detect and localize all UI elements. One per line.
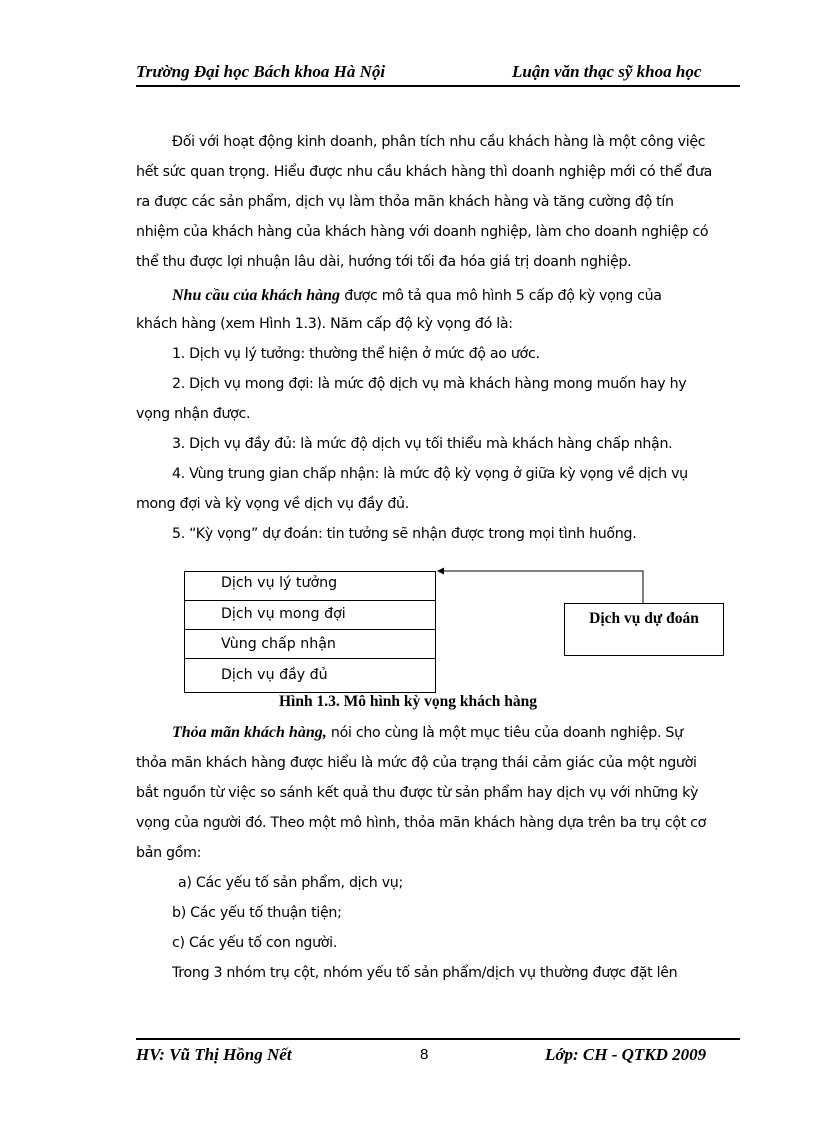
- footer-class: Lớp: CH - QTKD 2009: [545, 1045, 707, 1064]
- list-item-continuation: mong đợi và kỳ vọng về dịch vụ đầy đủ.: [136, 496, 409, 512]
- figure-row-label: Dịch vụ mong đợi: [221, 606, 346, 622]
- connector-line: [438, 571, 643, 603]
- list-item: a) Các yếu tố sản phẩm, dịch vụ;: [178, 875, 403, 891]
- figure-caption: Hình 1.3. Mô hình kỳ vọng khách hàng: [279, 693, 537, 710]
- paragraph-line: Đối với hoạt động kinh doanh, phân tích nhu cầu khách hàng là một công việc: [172, 134, 706, 150]
- bold-term: Thỏa mãn khách hàng,: [172, 724, 327, 741]
- paragraph-text: được mô tả qua mô hình 5 cấp độ kỳ vọng của: [340, 288, 662, 304]
- paragraph-line: vọng của người đó. Theo một mô hình, thỏa mãn khách hàng dựa trên ba trụ cột cơ: [136, 815, 707, 831]
- paragraph-line: bản gồm:: [136, 845, 202, 861]
- paragraph-line: thỏa mãn khách hàng được hiểu là mức độ của trạng thái cảm giác của một người: [136, 755, 697, 771]
- list-item: 3. Dịch vụ đầy đủ: là mức độ dịch vụ tối thiểu mà khách hàng chấp nhận.: [172, 436, 673, 452]
- list-item: c) Các yếu tố con người.: [172, 935, 338, 951]
- page-number: 8: [420, 1046, 429, 1063]
- list-item-continuation: vọng nhận được.: [136, 406, 251, 422]
- arrow-head-icon: [437, 568, 444, 575]
- paragraph-line: [136, 718, 740, 748]
- footer-divider: [136, 1038, 740, 1040]
- figure-row-label: Vùng chấp nhận: [221, 636, 336, 652]
- paragraph-line: khách hàng (xem Hình 1.3). Năm cấp độ kỳ vọng đó là:: [136, 316, 513, 332]
- figure-row-label: Dịch vụ đầy đủ: [221, 667, 328, 683]
- list-item: 4. Vùng trung gian chấp nhận: là mức độ kỳ vọng ở giữa kỳ vọng về dịch vụ: [172, 466, 688, 482]
- paragraph-text: nói cho cùng là một mục tiêu của doanh nghiệp. Sự: [326, 725, 683, 741]
- paragraph-line: bắt nguồn từ việc so sánh kết quả thu được từ sản phẩm hay dịch vụ với những kỳ: [136, 785, 699, 801]
- paragraph-line: Trong 3 nhóm trụ cột, nhóm yếu tố sản phẩm/dịch vụ thường được đặt lên: [172, 965, 678, 981]
- paragraph-line: nhiệm của khách hàng của khách hàng với doanh nghiệp, làm cho doanh nghiệp có: [136, 224, 709, 240]
- header-school-name: Trường Đại học Bách khoa Hà Nội: [136, 62, 386, 81]
- figure-row-label: Dịch vụ lý tưởng: [221, 575, 338, 591]
- list-item: 1. Dịch vụ lý tưởng: thường thể hiện ở mức độ ao ước.: [172, 346, 540, 362]
- list-item: b) Các yếu tố thuận tiện;: [172, 905, 342, 921]
- footer-author: HV: Vũ Thị Hồng Nết: [136, 1045, 292, 1064]
- list-item: 2. Dịch vụ mong đợi: là mức độ dịch vụ mà khách hàng mong muốn hay hy: [172, 376, 687, 392]
- header-thesis-title: Luận văn thạc sỹ khoa học: [512, 62, 702, 81]
- paragraph-line: hết sức quan trọng. Hiểu được nhu cầu khách hàng thì doanh nghiệp mới có thể đưa: [136, 164, 712, 180]
- paragraph-line: thể thu được lợi nhuận lâu dài, hướng tới tối đa hóa giá trị doanh nghiệp.: [136, 254, 632, 270]
- paragraph-line: ra được các sản phẩm, dịch vụ làm thỏa mãn khách hàng và tăng cường độ tín: [136, 194, 674, 210]
- predicted-service-label: Dịch vụ dự đoán: [589, 610, 699, 627]
- list-item: 5. “Kỳ vọng” dự đoán: tin tưởng sẽ nhận được trong mọi tình huống.: [172, 526, 637, 542]
- bold-term: Nhu cầu của khách hàng: [172, 287, 341, 304]
